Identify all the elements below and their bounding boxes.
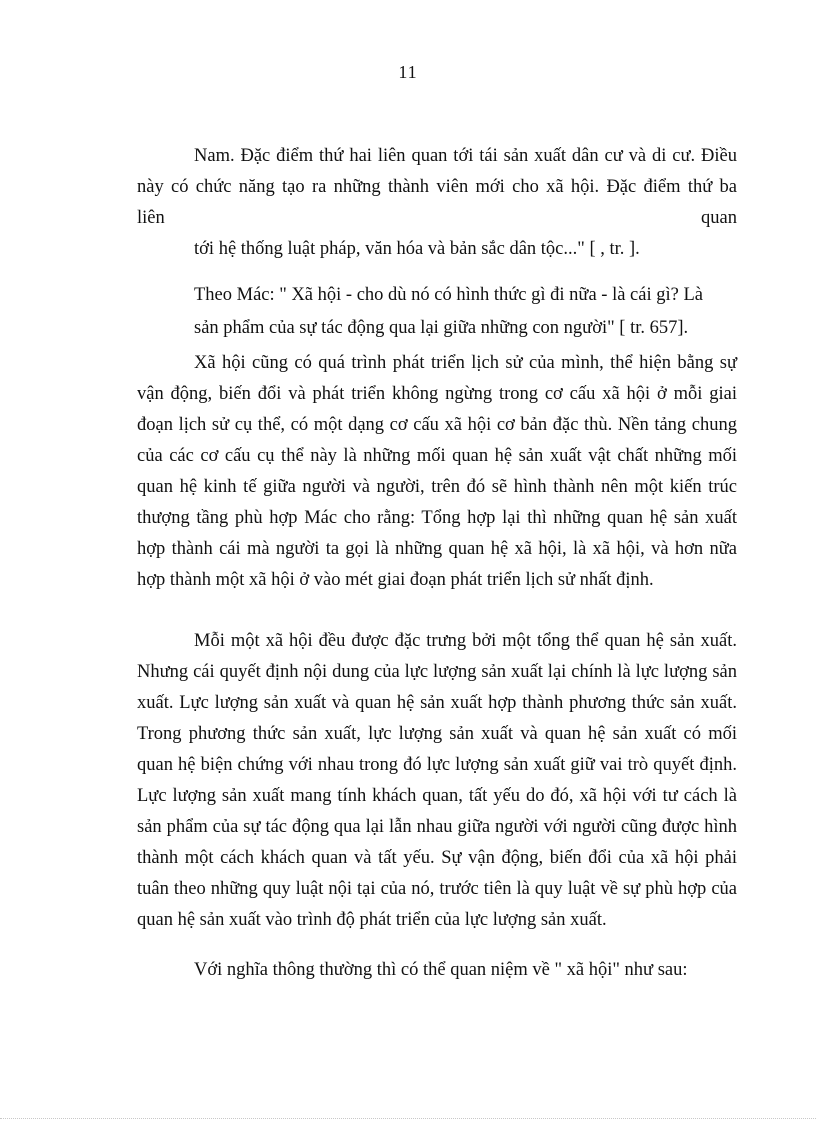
paragraph-2-text: Xã hội cũng có quá trình phát triển lịch sử của mình, thể hiện bằng sự vận động, biến đổi và phát triển không ngừng trong cơ cấu xã hội ở mỗi giai đoạn lịch sử cụ thể, có một dạng cơ cấu xã hội cơ bản đặc thù. Nền tảng chung của các cơ cấu cụ thể này là những mối quan hệ sản xuất vật chất những mối quan hệ kinh tế giữa người và người, trên đó sẽ hình thành nên một kiến trúc thượng tầng phù hợp Mác cho rằng: Tổng hợp lại thì những quan hệ sản xuất hợp thành cái mà người ta gọi là những quan hệ xã hội, là xã hội, và hơn nữa hợp thành một xã hội ở vào mét giai đoạn phát triển lịch sử nhất định. xyxy=(137,353,737,590)
paragraph-3-text: Mỗi một xã hội đều được đặc trưng bởi một tổng thể quan hệ sản xuất. Nhưng cái quyết định nội dung của lực lượng sản xuất lại chính là lực lượng sản xuất. Lực lượng sản xuất và quan hệ sản xuất hợp thành phương thức sản xuất. Trong phương thức sản xuất, lực lượng sản xuất và quan hệ sản xuất có mối quan hệ biện chứng với nhau trong đó lực lượng sản xuất giữ vai trò quyết định. Lực lượng sản xuất mang tính khách quan, tất yếu do đó, xã hội với tư cách là sản phẩm của sự tác động qua lại lẫn nhau giữa người với người cũng được hình thành một cách khách quan và tất yếu. Sự vận động, biến đổi của xã hội phải tuân theo những quy luật nội tại của nó, trước tiên là quy luật về sự phù hợp của quan hệ sản xuất vào trình độ phát triển của lực lượng sản xuất. xyxy=(137,631,737,930)
paragraph-1-line-3-right: quan xyxy=(701,208,737,228)
page-number: 11 xyxy=(398,62,418,82)
paragraph-1-line-2: này có chức năng tạo ra những thành viên mới cho xã hội. Đặc điểm thứ ba xyxy=(137,177,737,197)
final-line: Với nghĩa thông thường thì có thể quan niệm về " xã hội" như sau: xyxy=(194,960,688,980)
paragraph-continuation xyxy=(137,141,737,234)
paragraph-1-line-3 xyxy=(137,203,737,234)
paragraph-1-line-1: Nam. Đặc điểm thứ hai liên quan tới tái sản xuất dân cư và di cư. Điều xyxy=(194,146,737,166)
marx-quote-line-2: sản phẩm của sự tác động qua lại giữa những con người" [ tr. 657]. xyxy=(194,318,689,338)
paragraph-1-line-3-left: liên xyxy=(137,208,165,228)
paragraph-production-relations xyxy=(137,626,737,936)
paragraph-society-history xyxy=(137,348,737,596)
marx-quote-line-1: Theo Mác: " Xã hội - cho dù nó có hình thức gì đi nữa - là cái gì? Là xyxy=(194,285,703,305)
citation-line: tới hệ thống luật pháp, văn hóa và bản sắc dân tộc..." [ , tr. ]. xyxy=(194,239,640,259)
page-bottom-divider xyxy=(0,1118,816,1119)
